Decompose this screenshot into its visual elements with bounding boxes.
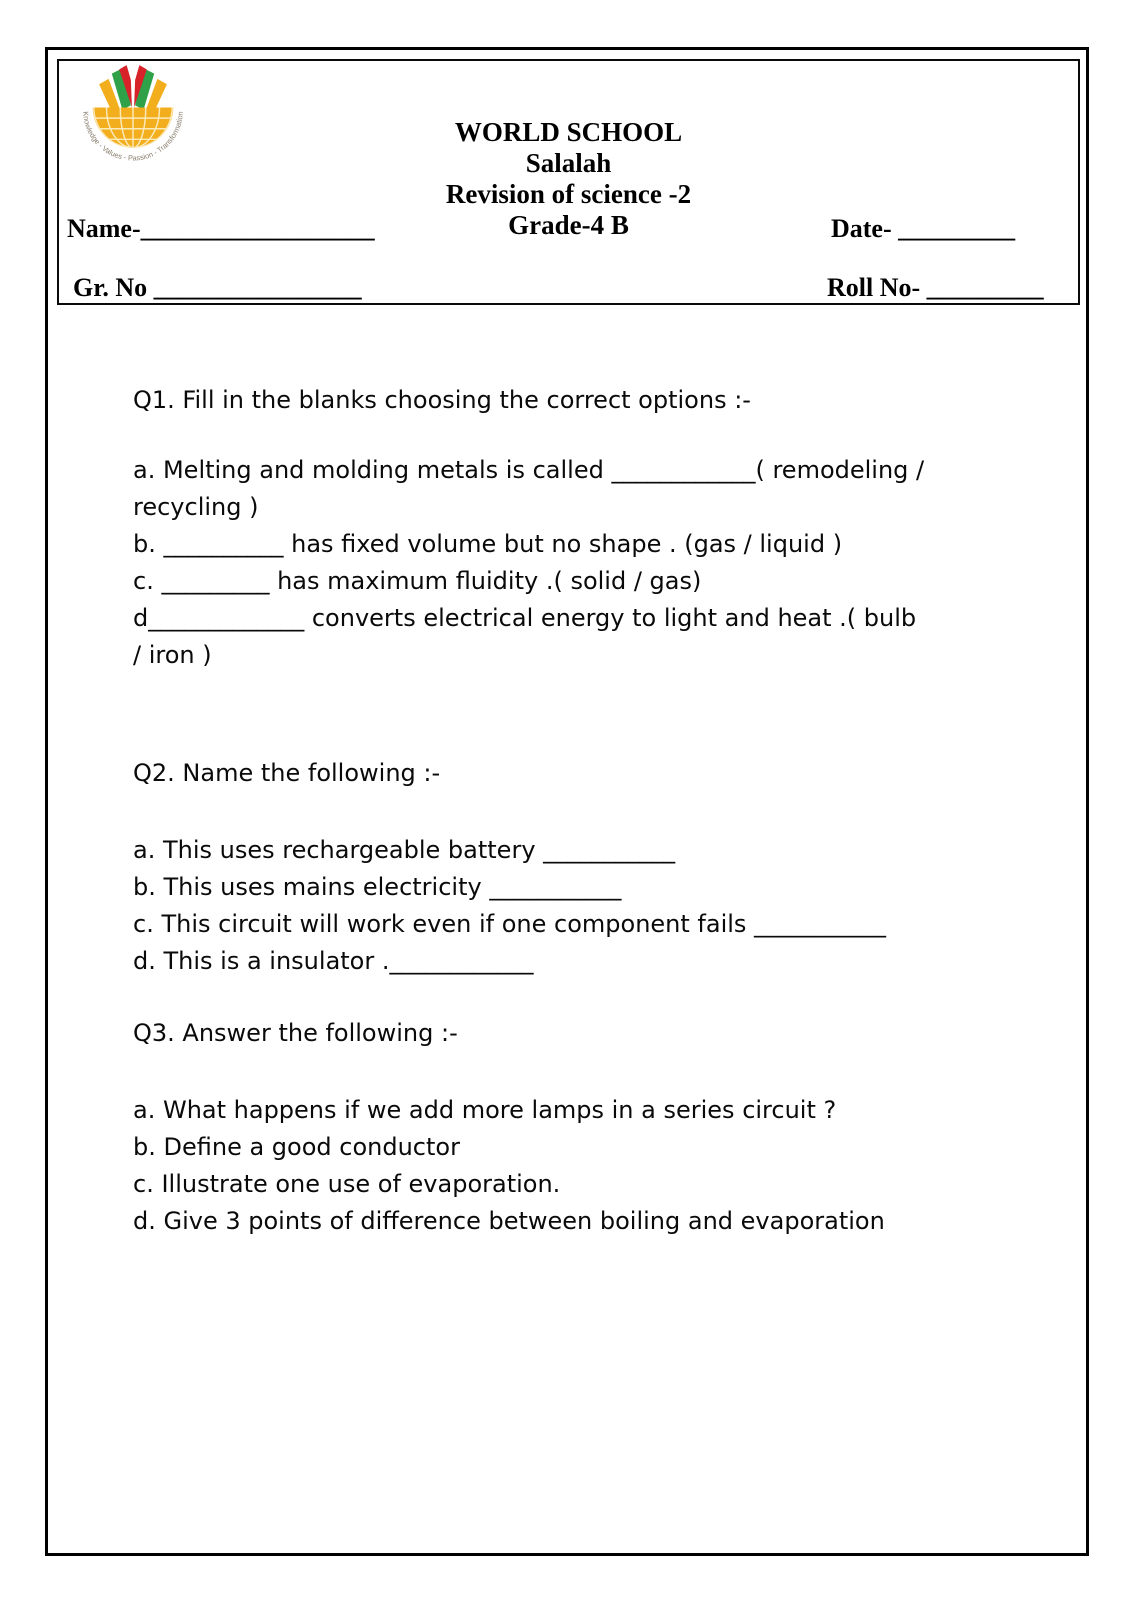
gr-no-field-label: Gr. No ________________ xyxy=(73,273,362,302)
worksheet-body xyxy=(133,382,1038,1240)
question-3-items xyxy=(133,1092,1038,1240)
q2-item-c: c. This circuit will work even if one component fails ___________ xyxy=(133,910,887,938)
roll-no-field-label: Roll No- _________ xyxy=(827,273,1044,302)
q3-item-b: b. Define a good conductor xyxy=(133,1133,460,1161)
q3-item-c: c. Illustrate one use of evaporation. xyxy=(133,1170,561,1198)
q1-item-c: c. _________ has maximum fluidity .( solid / gas) xyxy=(133,567,702,595)
question-1-items xyxy=(133,452,1038,674)
q1-item-d: d_____________ converts electrical energy to light and heat .( bulb xyxy=(133,604,917,632)
date-field-label: Date- _________ xyxy=(831,214,1016,243)
q2-item-a: a. This uses rechargeable battery ___________ xyxy=(133,836,676,864)
question-1-title: Q1. Fill in the blanks choosing the correct options :- xyxy=(133,386,751,414)
worksheet-subtitle: Revision of science -2 xyxy=(445,179,692,209)
q1-item-a-wrap: recycling ) xyxy=(133,493,259,521)
name-field-label: Name-__________________ xyxy=(67,214,375,243)
q1-item-b: b. __________ has fixed volume but no shape . (gas / liquid ) xyxy=(133,530,843,558)
logo-motto-text: Knowledge - Values - Passion - Transformation xyxy=(81,111,185,163)
q2-item-d: d. This is a insulator .____________ xyxy=(133,947,534,975)
school-name: WORLD SCHOOL xyxy=(454,117,683,147)
school-location: Salalah xyxy=(525,148,612,178)
q3-item-d: d. Give 3 points of difference between boiling and evaporation xyxy=(133,1207,885,1235)
question-2-items xyxy=(133,832,1038,980)
q3-item-a: a. What happens if we add more lamps in a series circuit ? xyxy=(133,1096,837,1124)
q1-item-d-wrap: / iron ) xyxy=(133,641,212,669)
question-3-title: Q3. Answer the following :- xyxy=(133,1019,458,1047)
q2-item-b: b. This uses mains electricity ___________ xyxy=(133,873,622,901)
header-box xyxy=(57,59,1080,305)
question-2-title: Q2. Name the following :- xyxy=(133,759,441,787)
q1-item-a: a. Melting and molding metals is called ____________( remodeling / xyxy=(133,456,925,484)
grade-label: Grade-4 B xyxy=(508,210,629,240)
